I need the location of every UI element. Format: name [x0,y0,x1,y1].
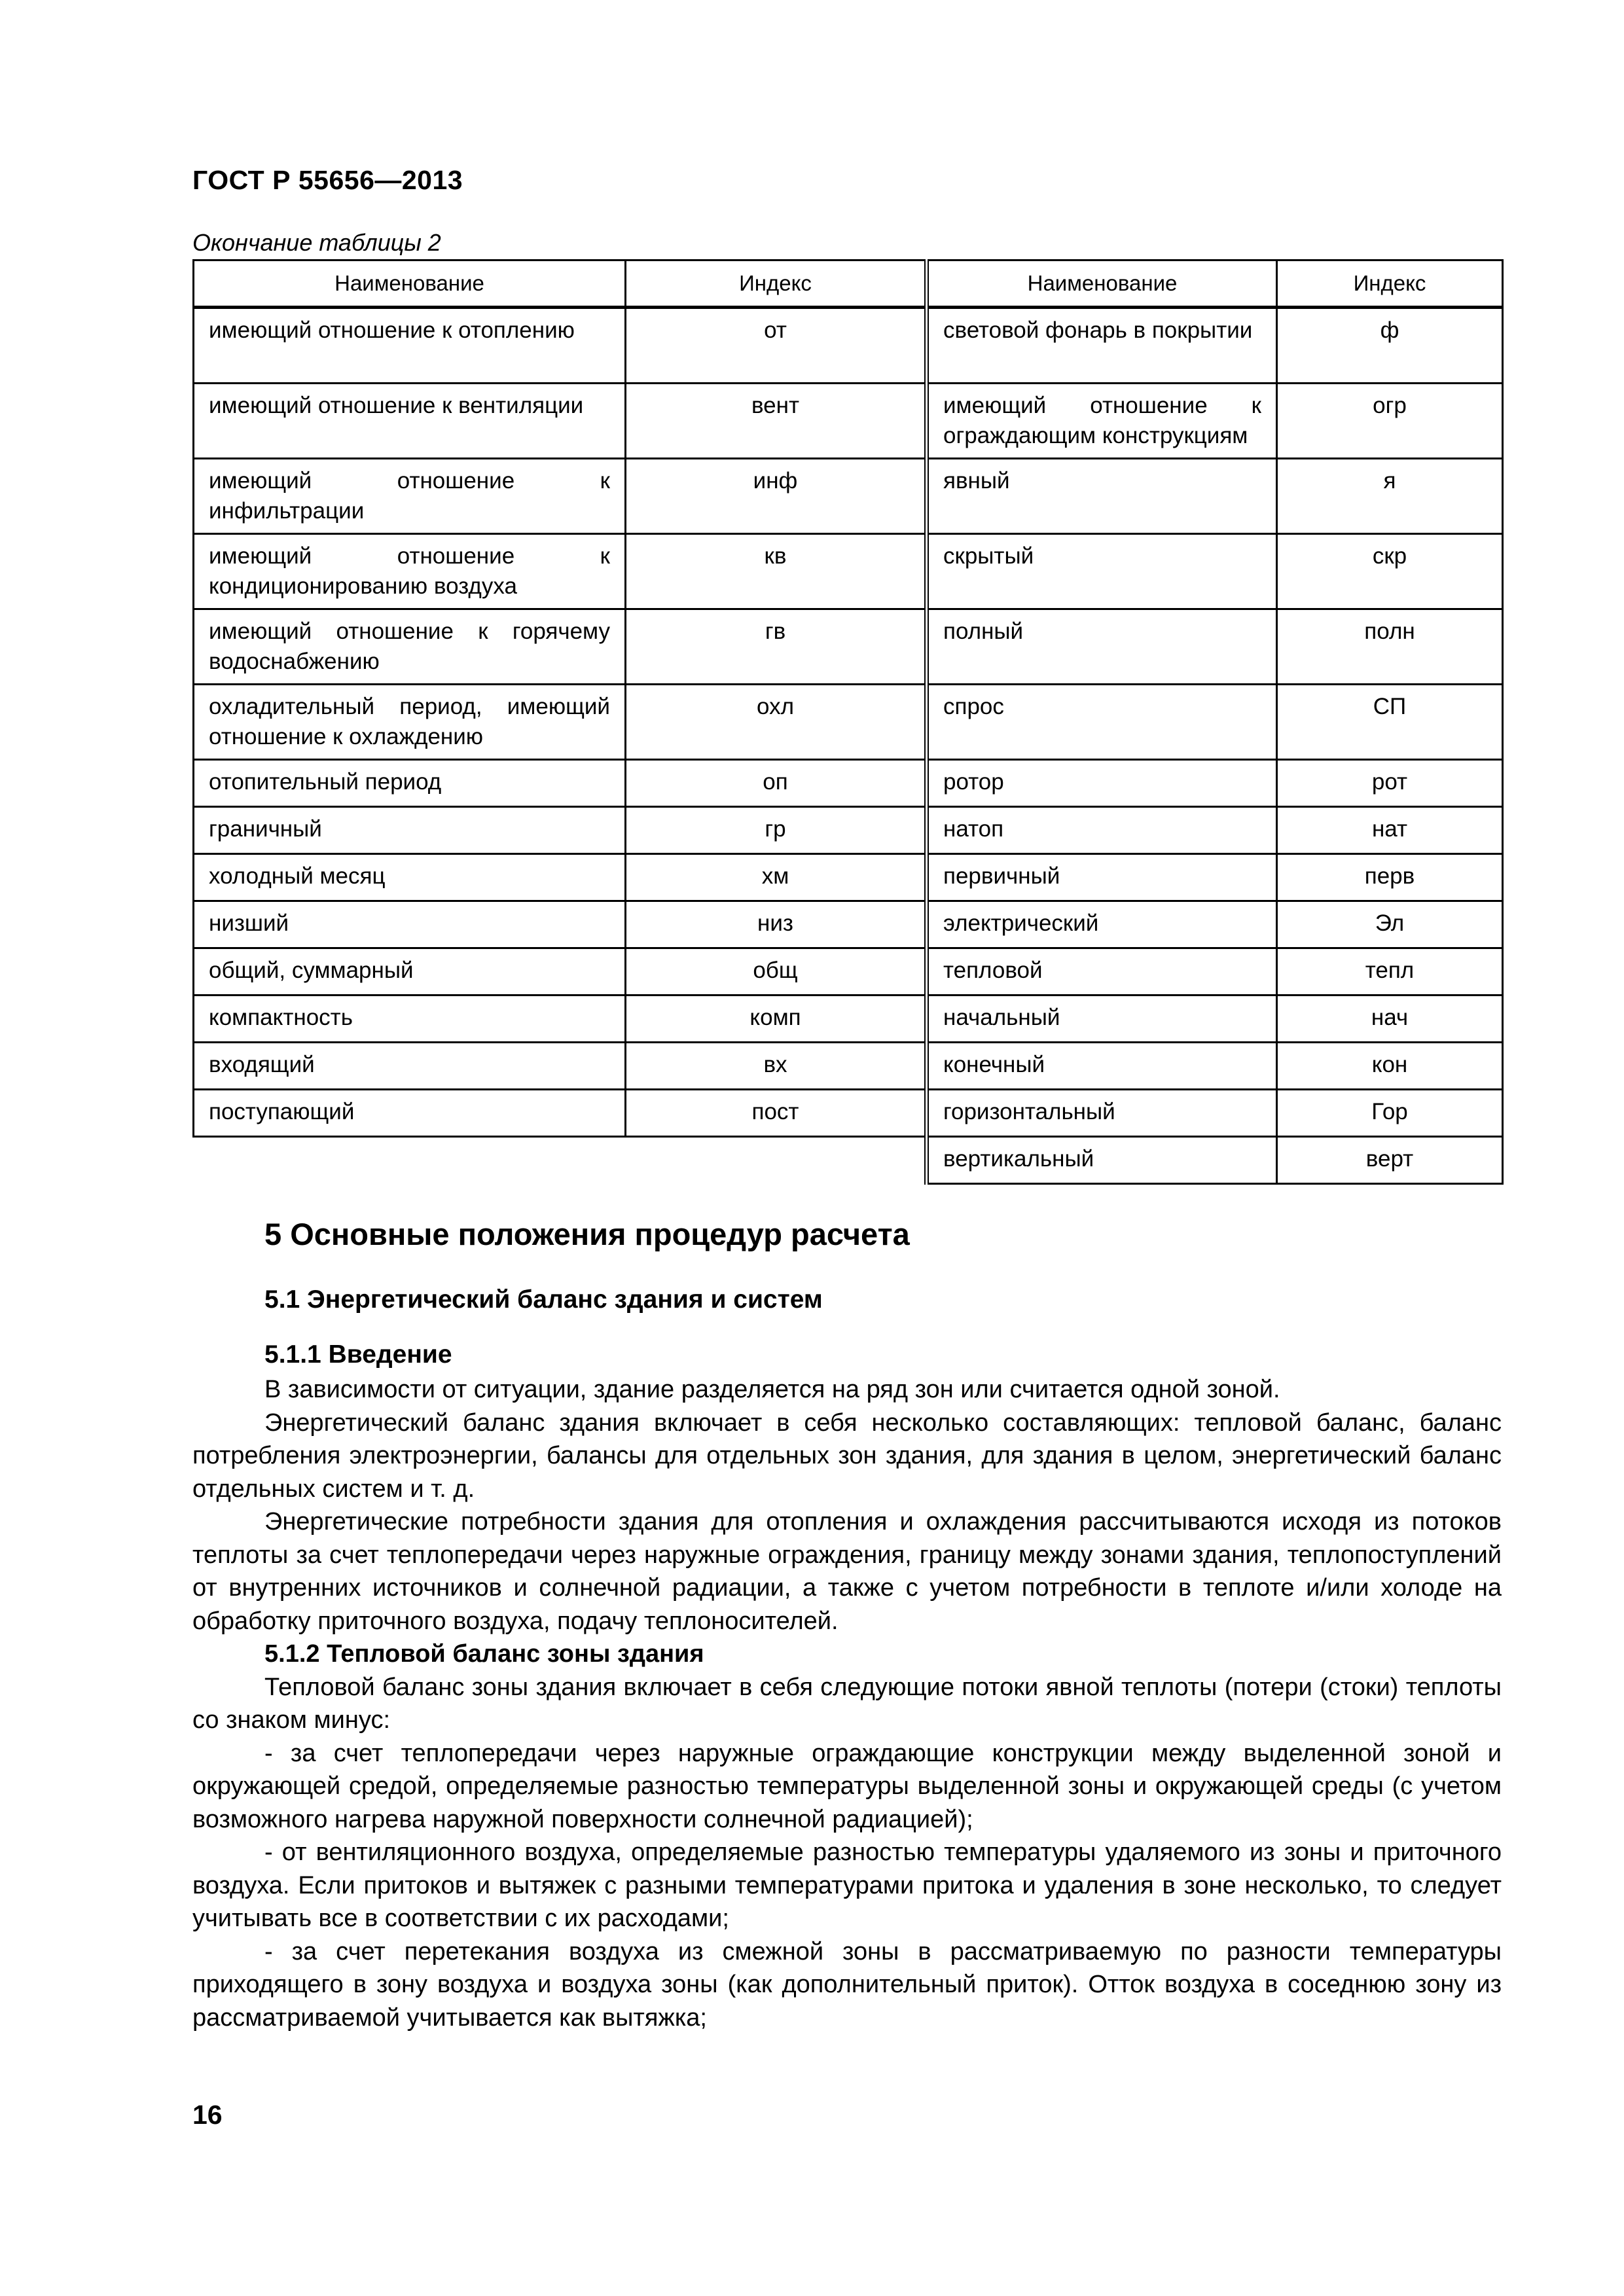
table-cell-index: полн [1277,609,1503,685]
table-cell-name: первичный [927,854,1277,901]
table-cell-index: инф [626,459,927,534]
table-row [194,459,1503,534]
table-row [194,807,1503,854]
table-cell-name: горизонтальный [927,1090,1277,1137]
table-caption: Окончание таблицы 2 [192,229,441,256]
symbols-table [192,259,1504,1185]
table-cell-name: спрос [927,685,1277,760]
list-item: - за счет перетекания воздуха из смежной зоны в рассматриваемую по разности температуры приходящего в зону воздуха и воздуха зоны (как дополнительный приток). Отток воздуха в соседнюю зону из рассматриваемой учитывается как вытяжка; [192,1937,1502,2032]
table-cell-name: общий, суммарный [194,948,626,996]
table-cell-index: нач [1277,996,1503,1043]
table-cell-name: электрический [927,901,1277,948]
table-row [194,996,1503,1043]
table-cell-index: я [1277,459,1503,534]
table-cell-name: вертикальный [927,1137,1277,1184]
column-header-index-2: Индекс [1277,260,1503,308]
table-cell-index: от [626,308,927,384]
table-header-row [194,260,1503,308]
table-cell-index: хм [626,854,927,901]
table-cell-name: начальный [927,996,1277,1043]
table-cell-name: имеющий отношение к вентиляции [194,384,626,459]
table-cell-name: световой фонарь в покрытии [927,308,1277,384]
table-cell-name: имеющий отношение к отоплению [194,308,626,384]
section-heading: 5 Основные положения процедур расчета [264,1217,910,1251]
table-cell-index: огр [1277,384,1503,459]
column-header-name: Наименование [194,260,626,308]
table-cell-name: явный [927,459,1277,534]
table-cell-index: гв [626,609,927,685]
column-header-name-2: Наименование [927,260,1277,308]
table-cell-index: вх [626,1043,927,1090]
table-cell-name: конечный [927,1043,1277,1090]
table-cell-index: общ [626,948,927,996]
paragraph: В зависимости от ситуации, здание разделяется на ряд зон или считается одной зоной. [264,1376,1280,1403]
document-header: ГОСТ Р 55656—2013 [192,165,463,195]
table-cell-index: перв [1277,854,1503,901]
paragraph: Тепловой баланс зоны здания включает в себя следующие потоки явной теплоты (потери (стоки) теплоты со знаком минус: [192,1673,1502,1734]
table-cell-name: натоп [927,807,1277,854]
table-cell-name: ротор [927,760,1277,807]
table-cell-name: компактность [194,996,626,1043]
table-cell-index: пост [626,1090,927,1137]
paragraph: Энергетический баланс здания включает в себя несколько составляющих: тепловой баланс, баланс потребления электроэнергии, балансы для отдельных зон здания, для здания в целом, энергетический баланс отдельных систем и т. д. [192,1408,1502,1503]
body-text [192,1373,1502,2034]
table-cell-index: вент [626,384,927,459]
table-cell-index: комп [626,996,927,1043]
subsubsection-heading: 5.1.1 Введение [264,1340,452,1369]
table-cell-empty [194,1137,927,1184]
table-row [194,760,1503,807]
table-cell-name: низший [194,901,626,948]
table-cell-index: рот [1277,760,1503,807]
column-header-index: Индекс [626,260,927,308]
table-row [194,534,1503,609]
table-cell-name: поступающий [194,1090,626,1137]
table-cell-name: имеющий отношение к ограждающим конструкциям [927,384,1277,459]
page-number: 16 [192,2100,223,2130]
table-cell-name: имеющий отношение к инфильтрации [194,459,626,534]
table-row [194,901,1503,948]
table-cell-name: тепловой [927,948,1277,996]
table-cell-index: тепл [1277,948,1503,996]
table-row [194,854,1503,901]
table-cell-index: скр [1277,534,1503,609]
table-cell-index: низ [626,901,927,948]
table-row [194,384,1503,459]
table-row [194,308,1503,384]
table-cell-name: отопительный период [194,760,626,807]
paragraph: Энергетические потребности здания для отопления и охлаждения рассчитываются исходя из потоков теплоты за счет теплопередачи через наружные ограждения, границу между зонами здания, теплопоступлений от внутренних источников и солнечной радиации, а также с учетом потребности в теплоте и/или холоде на обработку приточного воздуха, подачу теплоносителей. [192,1508,1502,1635]
table-cell-name: граничный [194,807,626,854]
table-cell-index: охл [626,685,927,760]
list-item: - от вентиляционного воздуха, определяемые разностью температуры удаляемого из зоны и приточного воздуха. Если притоков и вытяжек с разными температурами притока и удаления в зоне несколько, то следует учитывать все в соответствии с их расходами; [192,1839,1502,1932]
table-cell-name: имеющий отношение к горячему водоснабжению [194,609,626,685]
table-row [194,1043,1503,1090]
table-cell-index: верт [1277,1137,1503,1184]
table-cell-name: охладительный период, имеющий отношение к охлаждению [194,685,626,760]
table-cell-name: входящий [194,1043,626,1090]
table-row [194,1137,1503,1184]
table-cell-name: имеющий отношение к кондиционированию воздуха [194,534,626,609]
table-cell-index: Гор [1277,1090,1503,1137]
table-cell-index: СП [1277,685,1503,760]
list-item: - за счет теплопередачи через наружные ограждающие конструкции между выделенной зоной и окружающей средой, определяемые разностью температуры выделенной зоны и окружающей среды (с учетом возможного нагрева наружной поверхности солнечной радиацией); [192,1739,1502,1833]
table-cell-name: холодный месяц [194,854,626,901]
table-cell-index: оп [626,760,927,807]
table-cell-index: кон [1277,1043,1503,1090]
table-cell-index: кв [626,534,927,609]
table-cell-name: скрытый [927,534,1277,609]
subsubsection-heading-inline: 5.1.2 Тепловой баланс зоны здания [264,1640,704,1668]
table-row [194,1090,1503,1137]
table-cell-index: нат [1277,807,1503,854]
table-cell-name: полный [927,609,1277,685]
table-cell-index: Эл [1277,901,1503,948]
subsection-heading: 5.1 Энергетический баланс здания и систем [264,1285,823,1314]
table-row [194,609,1503,685]
table-cell-index: гр [626,807,927,854]
table-cell-index: ф [1277,308,1503,384]
table-row [194,948,1503,996]
table-row [194,685,1503,760]
